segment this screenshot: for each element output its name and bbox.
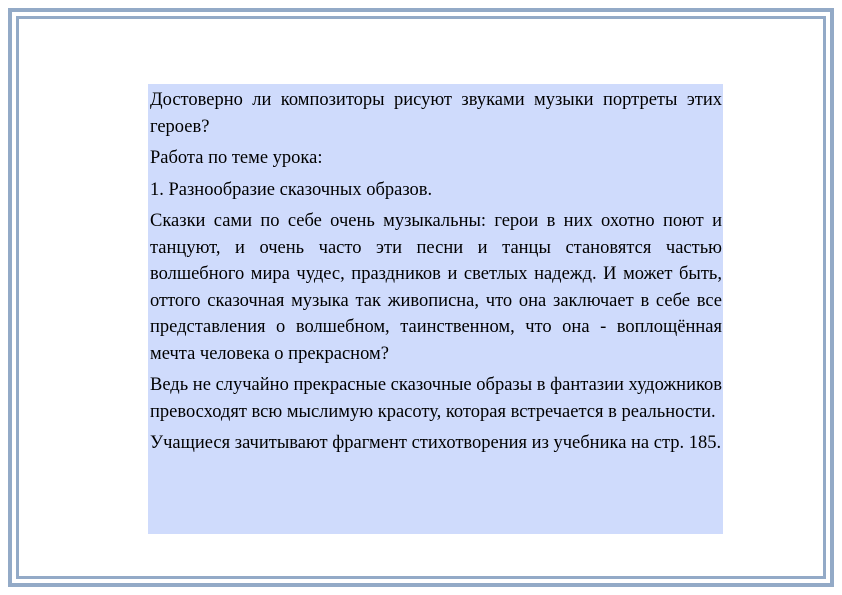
lesson-work-heading: Работа по теме урока:	[150, 148, 323, 168]
fairy-tales-music-paragraph: Сказки сами по себе очень музыкальны: герои в них охотно поют и танцуют, и очень часто эти песни и танцы становятся частью волшебного мира чудес, праздников и светлых надежд. И может быть, оттого сказочная музыка так живописна, что она заключает в себе все представления о волшебном, таинственном, что она - воплощённая мечта человека о прекрасном?	[150, 211, 722, 364]
slide-text-box	[148, 84, 723, 534]
question-paragraph: Достоверно ли композиторы рисуют звуками музыки портреты этих героев?	[150, 90, 722, 137]
fairy-images-beauty-paragraph: Ведь не случайно прекрасные сказочные образы в фантазии художников превосходят всю мыслимую красоту, которая встречается в реальности.	[150, 375, 722, 422]
section-heading-fairy-images: 1. Разнообразие сказочных образов.	[150, 179, 433, 200]
students-reading-paragraph: Учащиеся зачитывают фрагмент стихотворения из учебника на стр. 185.	[150, 433, 722, 453]
